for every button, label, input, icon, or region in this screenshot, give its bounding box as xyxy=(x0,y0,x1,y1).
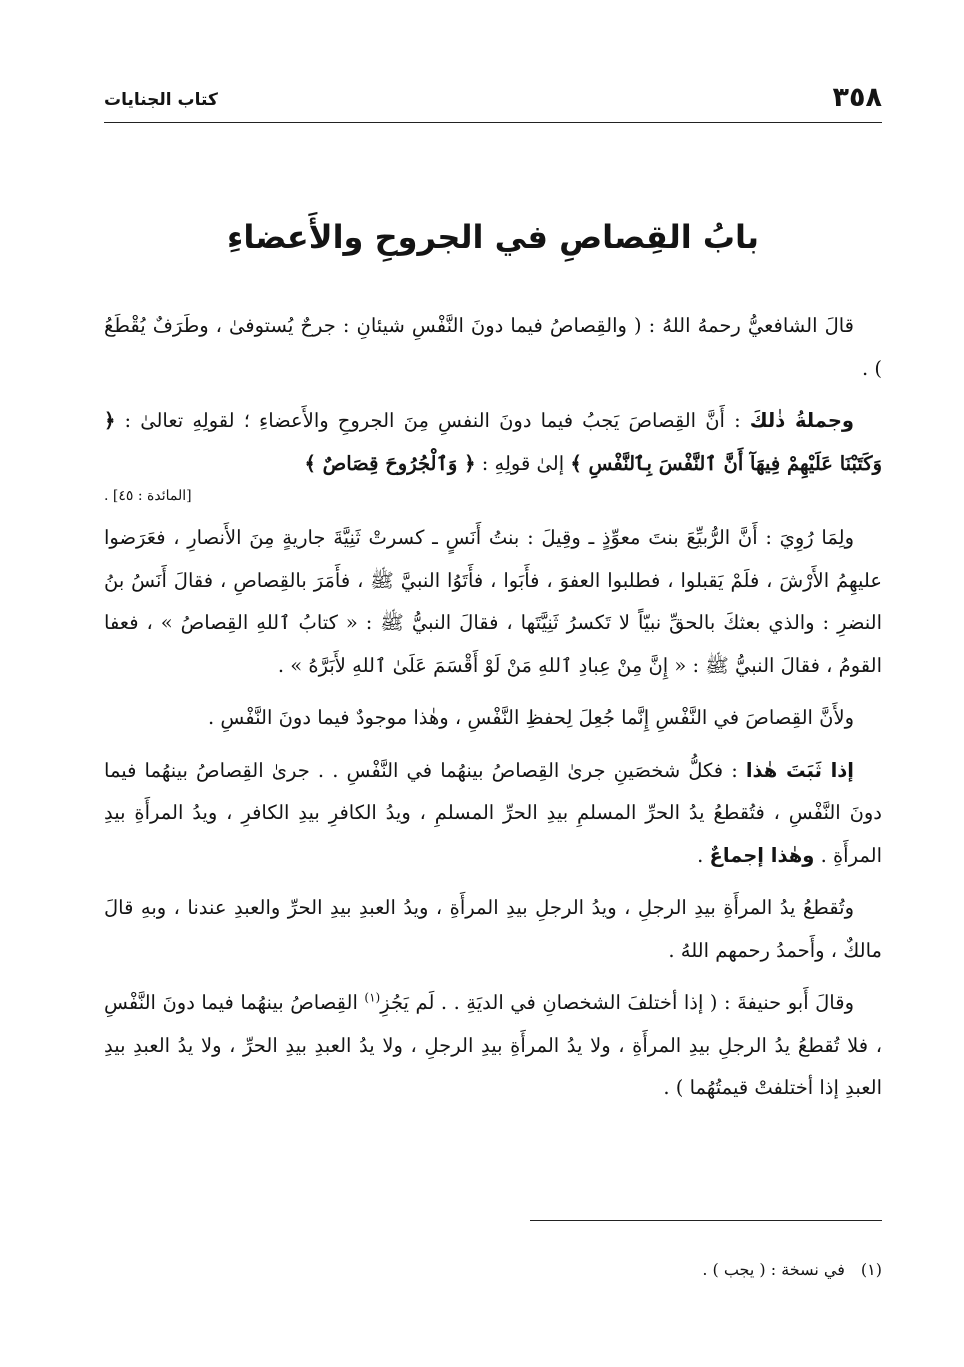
book-title: كتاب الجنايات xyxy=(104,90,218,110)
paragraph-1: قالَ الشافعيُّ رحمهُ اللهُ : ( والقِصاصُ فيما دونَ النَّفْسِ شيئانِ : جرحٌ يُستوفىٰ ، وطَرَفٌ يُقْطَعُ ) . xyxy=(104,314,882,380)
paragraph-2-mid: إلىٰ قولِهِ : xyxy=(475,451,571,475)
paragraph-5-end: . xyxy=(697,843,710,867)
paragraph-lead: وجملةُ ذٰلكَ xyxy=(749,409,854,432)
footnote-number: (١) xyxy=(860,1260,882,1279)
paragraph-5 xyxy=(104,750,882,878)
paragraph-7-text-b: القِصاصُ بينهُما فيما دونَ النَّفْسِ ، فلا تُقطعُ يدُ الرجلِ بيدِ المرأَةِ ، ولا يدُ المرأَةِ بيدِ الرجلِ ، ولا يدُ العبدِ بيدِ الحرِّ ، ولا يدُ العبدِ بيدِ العبدِ إذا أختلفتْ قيمتُهُما ) . xyxy=(104,991,882,1099)
paragraph-5-bold: وهٰذا إجماعٌ xyxy=(709,843,815,867)
quran-verse-2: ﴿ وَٱلْجُرُوحَ قِصَاصٌ ﴾ xyxy=(304,451,476,475)
paragraph-2-text: : أَنَّ القِصاصَ يَجبُ فيما دونَ النفسِ مِنَ الجروحِ والأَعضاءِ ؛ لقولِهِ تعالىٰ : xyxy=(115,409,750,432)
body-text xyxy=(104,305,882,1120)
paragraph-7-text-a: وقالَ أَبو حنيفةَ : ( إذا أختلفَ الشخصانِ في الديَةِ . . لَم يَجُزِ xyxy=(380,991,854,1014)
footnote xyxy=(182,1260,882,1279)
page-number: ٣٥٨ xyxy=(832,82,882,113)
paragraph-2 xyxy=(104,400,882,485)
chapter-title: بابُ القِصاصِ في الجروحِ والأَعضاءِ xyxy=(226,218,760,256)
running-header xyxy=(104,78,882,123)
footnote-text: في نسخة : ( يجب ) . xyxy=(702,1260,845,1279)
paragraph-3: ولِمَا رُوِيَ : أَنَّ الرُّبيِّعَ بنتَ معوِّذٍ ـ وقِيلَ : بنتُ أَنَسٍ ـ كسرتْ ثَنِيَّةَ جاريةٍ مِنَ الأَنصارِ ، فعَرَضوا عليهِمُ الأَرْشَ ، فلَمْ يَقبلوا ، فطلبوا العفوَ ، فأَبَوا ، فأَتَوُا النبيَّ ﷺ ، فأَمَرَ بالقِصاصِ ، فقالَ أَنَسُ بنُ النضرِ : والذي بعثكَ بالحقِّ نبيّاً لا تَكسرُ ثَنِيَّتَها ، فقالَ النبيُّ ﷺ : « كتابُ ٱللهِ القِصاصُ » ، فعفا القومُ ، فقالَ النبيُّ ﷺ : « إِنَّ مِنْ عِبادِ ٱللهِ مَنْ لَوْ أَقْسَمَ عَلَىٰ ٱللهِ لأَبَرَّهُ » . xyxy=(104,526,882,677)
quran-citation: [المائدة : ٤٥] . xyxy=(104,488,192,504)
paragraph-7 xyxy=(104,982,882,1110)
footnote-divider xyxy=(530,1220,882,1221)
footnote-marker[interactable]: (١) xyxy=(364,990,381,1005)
paragraph-lead: إذا ثَبَتَ هٰذا xyxy=(745,758,854,782)
paragraph-6: وتُقطعُ يدُ المرأَةِ بيدِ الرجلِ ، ويدُ الرجلِ بيدِ المرأَةِ ، ويدُ العبدِ بيدِ الحرِّ والعبدِ عندنا ، وبهِ قالَ مالكٌ ، وأَحمدُ رحمهم اللهُ . xyxy=(104,896,882,962)
paragraph-5-text: : فكلُّ شخصَينِ جرىٰ القِصاصُ بينهُما في النَّفْسِ . . جرىٰ القِصاصُ بينهُما فيما دونَ النَّفْسِ ، فتُقطعُ يدُ الحرِّ المسلمِ بيدِ الحرِّ المسلمِ ، ويدُ الكافرِ بيدِ الكافرِ ، ويدُ المرأَةِ بيدِ المرأَةِ . xyxy=(104,758,882,867)
quran-verse-1: ﴿ وَكَتَبْنَا عَلَيْهِمْ فِيهَآ أَنَّ ٱلنَّفْسَ بِٱلنَّفْسِ ﴾ xyxy=(104,409,882,475)
paragraph-4: ولأَنَّ القِصاصَ في النَّفْسِ إِنَّما جُعِلَ لِحفظِ النَّفْسِ ، وهٰذا موجودٌ فيما دونَ النَّفْسِ . xyxy=(208,706,854,729)
